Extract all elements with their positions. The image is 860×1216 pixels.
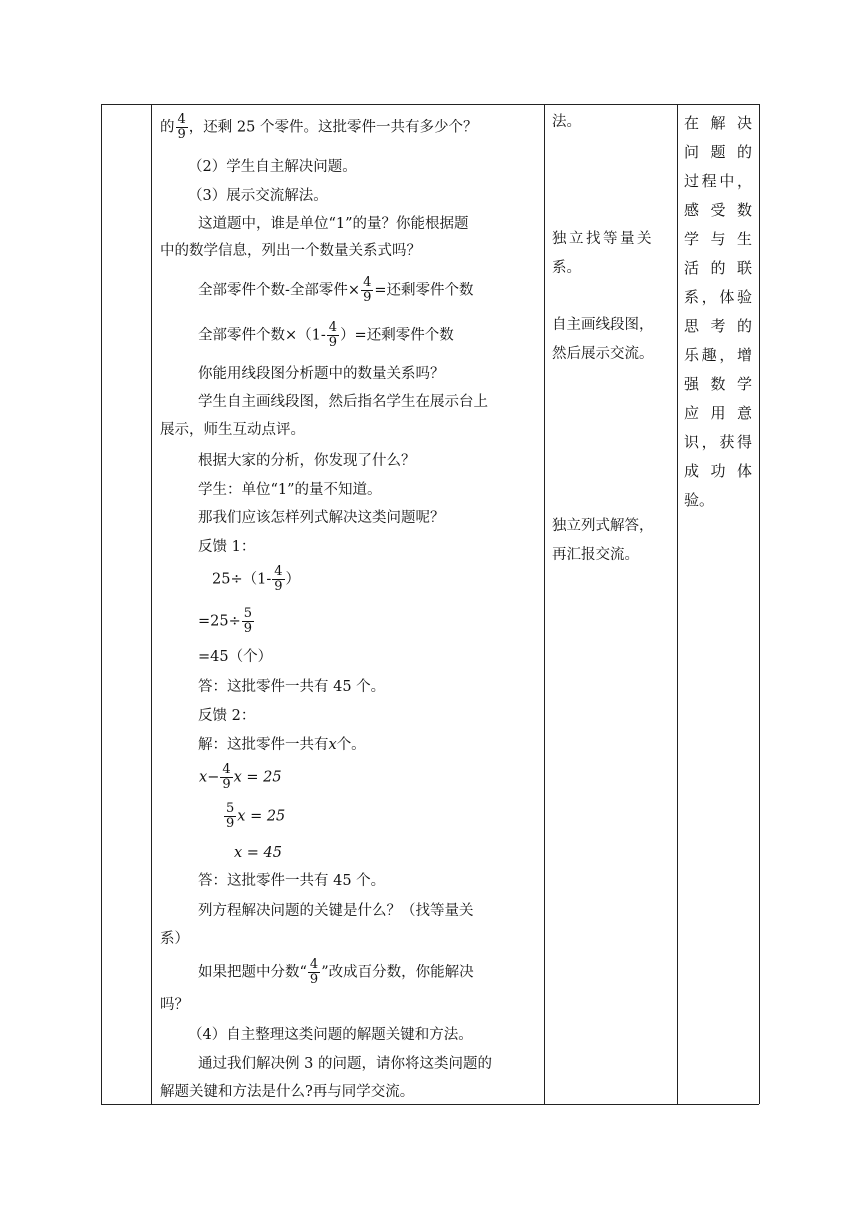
table-divider-1 <box>151 104 152 1104</box>
equation-3: x = 45 <box>234 845 282 861</box>
table-border-left <box>101 104 102 1104</box>
intent-line: 过程中， <box>684 172 752 190</box>
percent-question-2: 吗？ <box>160 997 189 1013</box>
calc-line-2: =25÷ $\frac{5}{9}$ <box>198 606 253 636</box>
intent-line: 问题的 <box>684 143 752 161</box>
calc-line-3: =45（个） <box>198 649 273 665</box>
activity-solve-2: 再汇报交流。 <box>552 547 639 563</box>
intent-line: 应用意 <box>684 404 752 422</box>
solution-setup: 解：这批零件一共有x个。 <box>198 737 366 753</box>
intent-line: 感受数 <box>684 201 752 219</box>
problem-line: 的 $\frac{4}{9}$ ，还剩 25 个零件。这批零件一共有多少个？ <box>160 112 478 142</box>
how-question: 那我们应该怎样列式解决这类问题呢？ <box>198 510 445 526</box>
table-divider-3 <box>677 104 678 1104</box>
calc-line-1: 25÷（1- $\frac{4}{9}$ ） <box>212 564 301 594</box>
intent-line: 学与生 <box>684 230 752 248</box>
step-4: （4）自主整理这类问题的解题关键和方法。 <box>188 1027 473 1043</box>
question-line-2: 中的数学信息，列出一个数量关系式吗？ <box>160 243 421 259</box>
discovery-question: 根据大家的分析，你发现了什么？ <box>198 453 416 469</box>
table-divider-2 <box>544 104 545 1104</box>
feedback-1-label: 反馈 1： <box>198 539 256 555</box>
intent-line: 活的联 <box>684 259 752 277</box>
activity-solve-1: 独立列式解答， <box>552 518 654 534</box>
question-line-1: 这道题中，谁是单位“1”的量？你能根据题 <box>198 216 469 232</box>
intent-line: 强数学 <box>684 375 752 393</box>
activity-method: 法。 <box>552 114 581 130</box>
summary-line-1: 通过我们解决例 3 的问题，请你将这类问题的 <box>198 1056 492 1072</box>
design-intent <box>684 109 752 515</box>
equation-1: x− $\frac{4}{9}$ x = 25 <box>199 762 282 792</box>
percent-question: 如果把题中分数“ $\frac{4}{9}$ ”改成百分数，你能解决 <box>198 957 474 987</box>
intent-line: 识，获得 <box>684 433 752 451</box>
student-answer: 学生：单位“1”的量不知道。 <box>198 482 382 498</box>
table-top-border <box>101 104 759 105</box>
relation-1: 全部零件个数-全部零件× $\frac{4}{9}$ =还剩零件个数 <box>198 275 474 305</box>
step-2: （2）学生自主解决问题。 <box>188 159 357 175</box>
student-draw-2: 展示，师生互动点评。 <box>160 422 305 438</box>
line-diagram-question: 你能用线段图分析题中的数量关系吗？ <box>198 366 445 382</box>
student-draw-1: 学生自主画线段图，然后指名学生在展示台上 <box>198 394 488 410</box>
step-3: （3）展示交流解法。 <box>188 188 328 204</box>
intent-line: 思考的 <box>684 317 752 335</box>
feedback-2-label: 反馈 2： <box>198 708 256 724</box>
activity-find-relation-1: 独立找等量关 <box>552 231 654 247</box>
activity-draw-2: 然后展示交流。 <box>552 346 654 362</box>
key-question-2: 系） <box>160 931 189 947</box>
intent-line: 验。 <box>684 491 715 509</box>
answer-2: 答：这批零件一共有 45 个。 <box>198 873 386 889</box>
intent-line: 在解决 <box>684 114 752 132</box>
intent-line: 成功体 <box>684 462 752 480</box>
table-border-right <box>759 104 760 1104</box>
activity-find-relation-2: 系。 <box>552 260 581 276</box>
equation-2: $\frac{5}{9}$ x = 25 <box>226 801 286 831</box>
relation-2: 全部零件个数×（1- $\frac{4}{9}$ ）=还剩零件个数 <box>198 320 454 350</box>
activity-draw-1: 自主画线段图， <box>552 317 654 333</box>
key-question-1: 列方程解决问题的关键是什么？（找等量关 <box>198 903 474 919</box>
intent-line: 系，体验 <box>684 288 752 306</box>
summary-line-2: 解题关键和方法是什么?再与同学交流。 <box>160 1084 415 1100</box>
fraction-4-9: $\frac{4}{9}$ <box>177 112 186 142</box>
intent-line: 乐趣，增 <box>684 346 752 364</box>
answer-1: 答：这批零件一共有 45 个。 <box>198 679 386 695</box>
table-bottom-border <box>101 1104 759 1105</box>
